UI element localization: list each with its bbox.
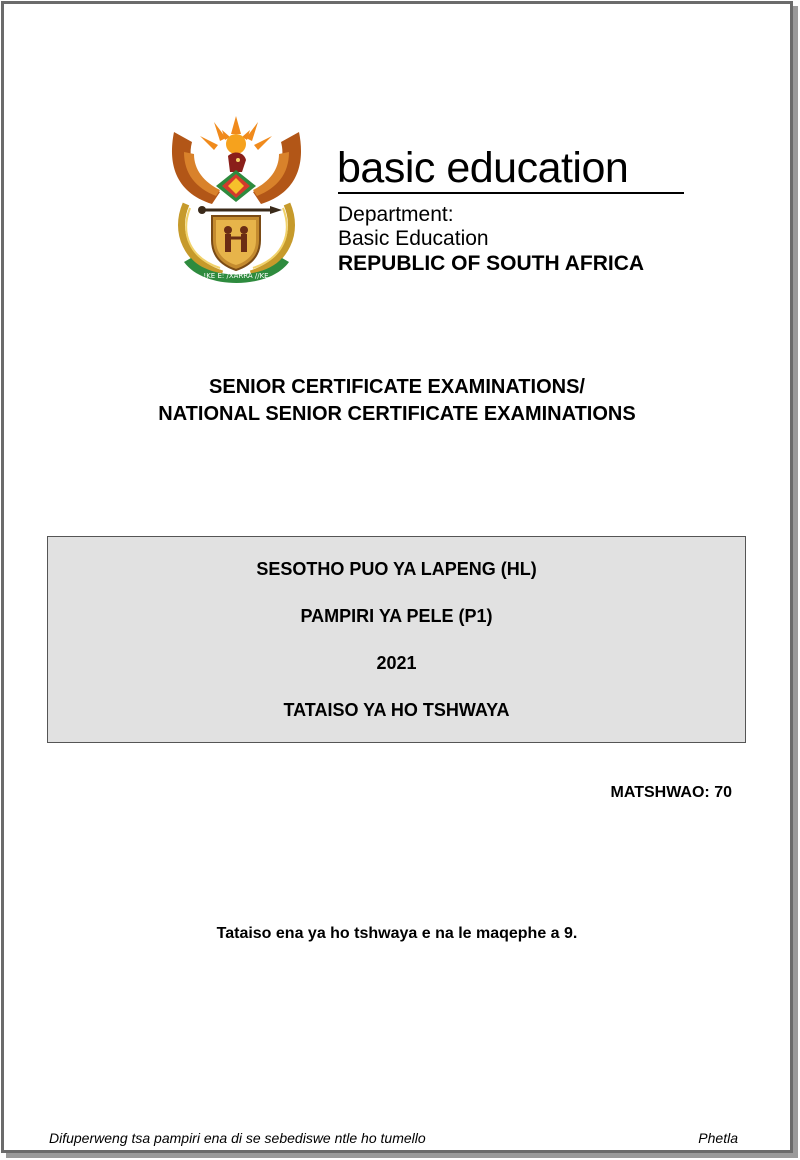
page-frame	[1, 1, 793, 1153]
copyright-notice: Difuperweng tsa pampiri ena di se sebediswe ntle ho tumello	[49, 1130, 426, 1146]
brand-name: basic education	[337, 144, 629, 192]
coat-of-arms-logo	[164, 112, 309, 290]
exam-title-line2: NATIONAL SENIOR CERTIFICATE EXAMINATIONS	[158, 403, 636, 425]
paper-number: PAMPIRI YA PELE (P1)	[300, 606, 493, 626]
department-label: Department:	[338, 203, 454, 226]
page-count-note: Tataiso ena ya ho tshwaya e na le maqephe a 9.	[216, 925, 578, 942]
brand-divider	[338, 192, 684, 194]
country-name: REPUBLIC OF SOUTH AFRICA	[338, 252, 645, 275]
exam-year: 2021	[376, 653, 417, 673]
total-marks: MATSHWAO: 70	[610, 784, 732, 801]
turn-over-label: Phetla	[698, 1130, 738, 1146]
document-type: TATAISO YA HO TSHWAYA	[283, 700, 510, 720]
paper-info-box	[47, 536, 746, 743]
department-name: Basic Education	[338, 227, 489, 250]
motto-text: !KE E: /XARRA //KE	[203, 272, 269, 280]
exam-title-line1: SENIOR CERTIFICATE EXAMINATIONS/	[209, 376, 585, 398]
subject-name: SESOTHO PUO YA LAPENG (HL)	[256, 559, 537, 579]
